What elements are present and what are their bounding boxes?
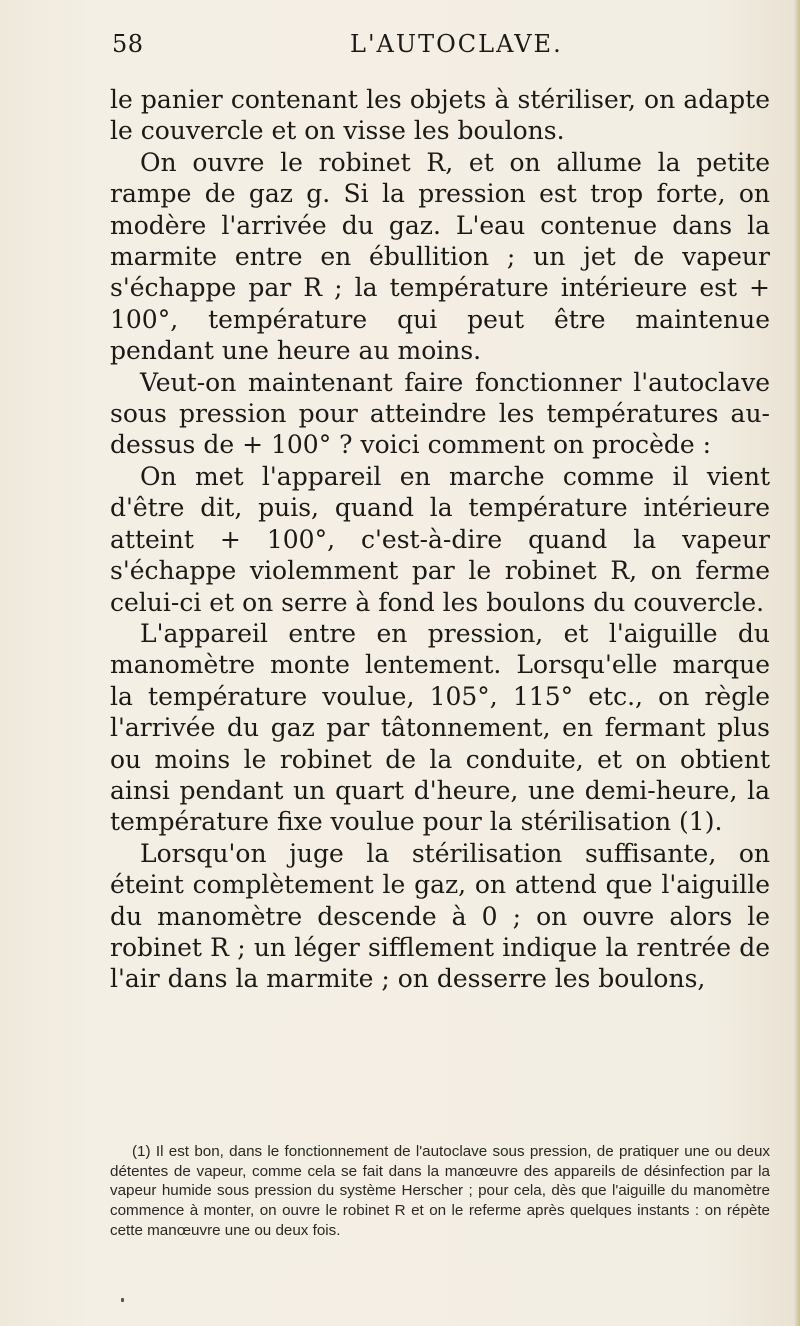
running-title: L'AUTOCLAVE.	[350, 30, 563, 58]
body-text	[110, 84, 770, 995]
page-edge-shadow	[794, 0, 800, 1326]
paragraph: Veut-on maintenant faire fonctionner l'autoclave sous pression pour atteindre les températures au-dessus de + 100° ? voici comment on procède :	[110, 367, 770, 460]
ink-speck	[121, 1298, 124, 1302]
paragraph: On ouvre le robinet R, et on allume la petite rampe de gaz g. Si la pression est trop forte, on modère l'arrivée du gaz. L'eau contenue dans la marmite entre en ébullition ; un jet de vapeur s'échappe par R ; la température intérieure est + 100°, température qui peut être maintenue pendant une heure au moins.	[110, 147, 770, 366]
footnote: (1) Il est bon, dans le fonctionnement de l'autoclave sous pression, de pratiquer une ou deux détentes de vapeur, comme cela se fait dans la manœuvre des appareils de désinfection par la vapeur humide sous pression du système Herscher ; pour cela, dès que l'aiguille du manomètre commence à monter, on ouvre le robinet R et on le referme après quelques instants : on répète cette manœuvre une ou deux fois.	[110, 1143, 770, 1239]
page-header	[112, 30, 752, 64]
page-number: 58	[112, 30, 144, 58]
paragraph: le panier contenant les objets à stériliser, on adapte le couvercle et on visse les boulons.	[110, 85, 770, 146]
paragraph: Lorsqu'on juge la stérilisation suffisante, on éteint complètement le gaz, on attend que l'aiguille du manomètre descende à 0 ; on ouvre alors le robinet R ; un léger sifflement indique la rentrée de l'air dans la marmite ; on desserre les boulons,	[110, 838, 770, 994]
paragraph: On met l'appareil en marche comme il vient d'être dit, puis, quand la température intérieure atteint + 100°, c'est-à-dire quand la vapeur s'échappe violemment par le robinet R, on ferme celui-ci et on serre à fond les boulons du couvercle.	[110, 461, 770, 617]
paragraph: L'appareil entre en pression, et l'aiguille du manomètre monte lentement. Lorsqu'elle marque la température voulue, 105°, 115° etc., on règle l'arrivée du gaz par tâtonnement, en fermant plus ou moins le robinet de la conduite, et on obtient ainsi pendant un quart d'heure, une demi-heure, la température fixe voulue pour la stérilisation (1).	[110, 618, 770, 837]
